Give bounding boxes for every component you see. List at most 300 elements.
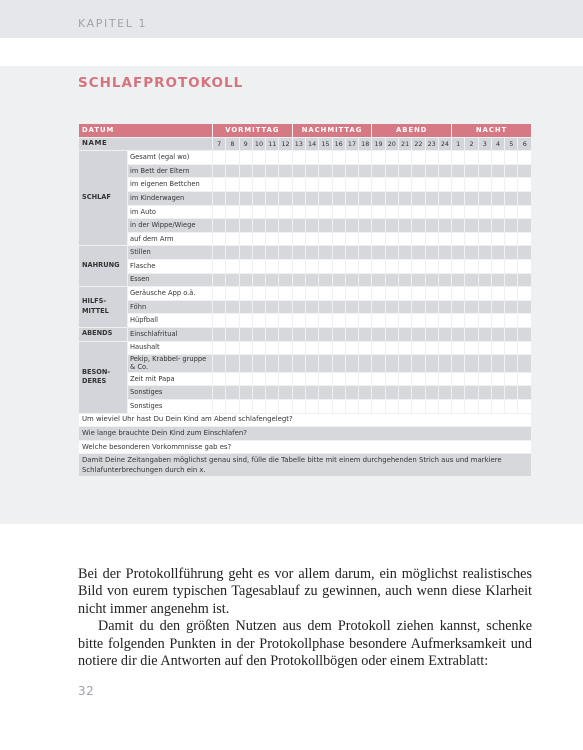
time-cell bbox=[465, 192, 477, 205]
time-cell bbox=[306, 165, 318, 178]
time-cell bbox=[439, 373, 451, 386]
time-cell bbox=[279, 165, 291, 178]
time-cell bbox=[359, 287, 371, 300]
time-cell bbox=[518, 400, 531, 413]
time-cell bbox=[279, 219, 291, 232]
table-row bbox=[79, 219, 531, 232]
time-cell bbox=[399, 151, 411, 164]
row-label: im Auto bbox=[128, 206, 212, 219]
time-cell bbox=[293, 165, 305, 178]
time-cell bbox=[439, 386, 451, 399]
time-cell bbox=[319, 206, 331, 219]
time-cell bbox=[213, 165, 225, 178]
hour-label: 19 bbox=[372, 138, 384, 151]
time-cell bbox=[439, 219, 451, 232]
time-cell bbox=[333, 301, 345, 314]
time-cell bbox=[213, 178, 225, 191]
time-cell bbox=[412, 328, 424, 341]
time-cell bbox=[293, 342, 305, 355]
time-cell bbox=[346, 233, 358, 246]
time-cell bbox=[226, 386, 238, 399]
page-number: 32 bbox=[78, 684, 95, 698]
time-cell bbox=[333, 260, 345, 273]
time-cell bbox=[240, 301, 252, 314]
time-cell bbox=[333, 355, 345, 372]
time-cell bbox=[426, 165, 438, 178]
time-cell bbox=[213, 342, 225, 355]
time-cell bbox=[386, 151, 398, 164]
time-cell bbox=[465, 400, 477, 413]
time-cell bbox=[279, 260, 291, 273]
time-cell bbox=[439, 178, 451, 191]
time-cell bbox=[426, 274, 438, 287]
time-cell bbox=[505, 246, 517, 259]
time-cell bbox=[386, 178, 398, 191]
time-cell bbox=[439, 165, 451, 178]
time-cell bbox=[359, 246, 371, 259]
time-cell bbox=[426, 373, 438, 386]
time-cell bbox=[346, 246, 358, 259]
time-cell bbox=[518, 355, 531, 372]
hour-label: 3 bbox=[479, 138, 491, 151]
time-cell bbox=[399, 301, 411, 314]
time-cell bbox=[266, 233, 278, 246]
time-cell bbox=[412, 260, 424, 273]
row-label: im Bett der Eltern bbox=[128, 165, 212, 178]
time-cell bbox=[372, 373, 384, 386]
time-cell bbox=[372, 386, 384, 399]
time-cell bbox=[359, 400, 371, 413]
time-cell bbox=[412, 206, 424, 219]
time-cell bbox=[319, 287, 331, 300]
time-cell bbox=[293, 151, 305, 164]
time-cell bbox=[213, 246, 225, 259]
time-cell bbox=[346, 151, 358, 164]
time-cell bbox=[386, 373, 398, 386]
hour-label: 9 bbox=[240, 138, 252, 151]
time-cell bbox=[266, 314, 278, 327]
time-cell bbox=[479, 274, 491, 287]
time-cell bbox=[266, 151, 278, 164]
time-cell bbox=[319, 246, 331, 259]
time-cell bbox=[346, 355, 358, 372]
time-cell bbox=[306, 192, 318, 205]
time-cell bbox=[333, 206, 345, 219]
time-cell bbox=[319, 260, 331, 273]
time-cell bbox=[293, 219, 305, 232]
time-cell bbox=[372, 260, 384, 273]
time-cell bbox=[492, 274, 504, 287]
time-cell bbox=[426, 246, 438, 259]
hour-label: 14 bbox=[306, 138, 318, 151]
time-cell bbox=[226, 373, 238, 386]
time-cell bbox=[346, 373, 358, 386]
time-cell bbox=[505, 206, 517, 219]
table-row bbox=[79, 192, 531, 205]
time-cell bbox=[479, 287, 491, 300]
time-cell bbox=[293, 328, 305, 341]
time-cell bbox=[226, 219, 238, 232]
time-cell bbox=[426, 386, 438, 399]
time-cell bbox=[253, 287, 265, 300]
time-cell bbox=[213, 373, 225, 386]
time-cell bbox=[412, 301, 424, 314]
time-cell bbox=[386, 400, 398, 413]
time-cell bbox=[439, 400, 451, 413]
time-cell bbox=[479, 386, 491, 399]
time-cell bbox=[452, 165, 464, 178]
date-header: DATUM bbox=[79, 124, 212, 137]
time-cell bbox=[253, 274, 265, 287]
time-cell bbox=[293, 274, 305, 287]
time-cell bbox=[465, 165, 477, 178]
time-cell bbox=[319, 219, 331, 232]
time-cell bbox=[386, 301, 398, 314]
hour-label: 18 bbox=[359, 138, 371, 151]
time-cell bbox=[518, 287, 531, 300]
time-cell bbox=[319, 192, 331, 205]
time-cell bbox=[372, 219, 384, 232]
time-cell bbox=[439, 260, 451, 273]
time-cell bbox=[399, 386, 411, 399]
table-row bbox=[79, 373, 531, 386]
time-cell bbox=[505, 151, 517, 164]
table-row bbox=[79, 165, 531, 178]
time-cell bbox=[359, 274, 371, 287]
time-cell bbox=[386, 233, 398, 246]
time-cell bbox=[319, 178, 331, 191]
hour-label: 21 bbox=[399, 138, 411, 151]
time-cell bbox=[479, 178, 491, 191]
time-cell bbox=[266, 400, 278, 413]
time-cell bbox=[372, 287, 384, 300]
time-cell bbox=[372, 165, 384, 178]
time-cell bbox=[465, 274, 477, 287]
row-label: in der Wippe/Wiege bbox=[128, 219, 212, 232]
time-cell bbox=[240, 165, 252, 178]
time-cell bbox=[319, 274, 331, 287]
category-label: ABENDS bbox=[79, 328, 127, 341]
time-cell bbox=[266, 165, 278, 178]
table-footer-row bbox=[79, 414, 531, 427]
time-cell bbox=[279, 192, 291, 205]
time-cell bbox=[306, 287, 318, 300]
time-cell bbox=[319, 342, 331, 355]
row-label: Haushalt bbox=[128, 342, 212, 355]
time-cell bbox=[372, 178, 384, 191]
body-paragraph: Damit du den größten Nutzen aus dem Protokoll ziehen kannst, schenke bitte folgenden Punkten in der Protokollphase besondere Aufmerksamkeit und notiere dir die Antworten auf den Protokollbögen oder einem Extrablatt: bbox=[78, 618, 532, 670]
table-row bbox=[79, 206, 531, 219]
time-cell bbox=[213, 219, 225, 232]
time-cell bbox=[452, 192, 464, 205]
time-cell bbox=[240, 287, 252, 300]
time-cell bbox=[333, 287, 345, 300]
time-cell bbox=[492, 178, 504, 191]
hour-label: 7 bbox=[213, 138, 225, 151]
time-cell bbox=[465, 260, 477, 273]
time-cell bbox=[412, 151, 424, 164]
time-cell bbox=[372, 274, 384, 287]
time-cell bbox=[253, 355, 265, 372]
time-cell bbox=[479, 301, 491, 314]
time-cell bbox=[279, 314, 291, 327]
hour-label: 5 bbox=[505, 138, 517, 151]
time-cell bbox=[412, 192, 424, 205]
table-row bbox=[79, 151, 531, 164]
time-cell bbox=[465, 233, 477, 246]
hour-label: 15 bbox=[319, 138, 331, 151]
time-cell bbox=[465, 373, 477, 386]
time-cell bbox=[465, 301, 477, 314]
time-cell bbox=[226, 178, 238, 191]
row-label: Stillen bbox=[128, 246, 212, 259]
time-cell bbox=[399, 355, 411, 372]
time-cell bbox=[412, 178, 424, 191]
footer-question: Damit Deine Zeitangaben möglichst genau sind, fülle die Tabelle bitte mit einem durchgehenden Strich aus und markiere Schlafunterbrechungen durch ein x. bbox=[79, 454, 531, 476]
time-cell bbox=[399, 314, 411, 327]
time-cell bbox=[240, 274, 252, 287]
time-cell bbox=[266, 355, 278, 372]
table-row bbox=[79, 301, 531, 314]
time-cell bbox=[465, 246, 477, 259]
time-cell bbox=[333, 233, 345, 246]
time-cell bbox=[399, 373, 411, 386]
time-cell bbox=[253, 192, 265, 205]
time-cell bbox=[426, 342, 438, 355]
time-cell bbox=[359, 178, 371, 191]
time-cell bbox=[333, 246, 345, 259]
period-header: ABEND bbox=[372, 124, 451, 137]
time-cell bbox=[465, 314, 477, 327]
time-cell bbox=[492, 328, 504, 341]
time-cell bbox=[372, 151, 384, 164]
time-cell bbox=[518, 219, 531, 232]
time-cell bbox=[386, 206, 398, 219]
time-cell bbox=[240, 151, 252, 164]
time-cell bbox=[412, 355, 424, 372]
time-cell bbox=[452, 373, 464, 386]
time-cell bbox=[346, 260, 358, 273]
time-cell bbox=[346, 206, 358, 219]
time-cell bbox=[399, 165, 411, 178]
time-cell bbox=[346, 274, 358, 287]
table-row bbox=[79, 328, 531, 341]
time-cell bbox=[213, 400, 225, 413]
time-cell bbox=[439, 192, 451, 205]
time-cell bbox=[333, 165, 345, 178]
hour-label: 17 bbox=[346, 138, 358, 151]
time-cell bbox=[465, 206, 477, 219]
time-cell bbox=[346, 192, 358, 205]
time-cell bbox=[226, 233, 238, 246]
time-cell bbox=[492, 301, 504, 314]
time-cell bbox=[505, 274, 517, 287]
time-cell bbox=[426, 400, 438, 413]
time-cell bbox=[492, 355, 504, 372]
time-cell bbox=[492, 206, 504, 219]
time-cell bbox=[452, 274, 464, 287]
time-cell bbox=[359, 192, 371, 205]
time-cell bbox=[346, 178, 358, 191]
time-cell bbox=[386, 342, 398, 355]
time-cell bbox=[293, 287, 305, 300]
time-cell bbox=[226, 301, 238, 314]
hour-label: 24 bbox=[439, 138, 451, 151]
row-label: Gesamt (egal wo) bbox=[128, 151, 212, 164]
hour-label: 6 bbox=[518, 138, 531, 151]
time-cell bbox=[518, 206, 531, 219]
time-cell bbox=[359, 386, 371, 399]
time-cell bbox=[240, 233, 252, 246]
time-cell bbox=[399, 206, 411, 219]
time-cell bbox=[346, 400, 358, 413]
time-cell bbox=[359, 314, 371, 327]
time-cell bbox=[253, 178, 265, 191]
row-label: im Kinderwagen bbox=[128, 192, 212, 205]
time-cell bbox=[505, 400, 517, 413]
time-cell bbox=[346, 386, 358, 399]
time-cell bbox=[518, 301, 531, 314]
time-cell bbox=[346, 314, 358, 327]
time-cell bbox=[439, 274, 451, 287]
time-cell bbox=[306, 219, 318, 232]
time-cell bbox=[505, 355, 517, 372]
time-cell bbox=[412, 373, 424, 386]
time-cell bbox=[333, 274, 345, 287]
time-cell bbox=[213, 328, 225, 341]
body-paragraph: Bei der Protokollführung geht es vor allem darum, ein möglichst realistisches Bild von eurem typischen Tagesablauf zu gewinnen, auch wenn diese Klarheit nicht immer angenehm ist. bbox=[78, 566, 532, 617]
hour-label: 11 bbox=[266, 138, 278, 151]
row-label: Pekip, Krabbel- gruppe & Co. bbox=[128, 355, 212, 372]
time-cell bbox=[439, 287, 451, 300]
time-cell bbox=[492, 314, 504, 327]
time-cell bbox=[346, 328, 358, 341]
time-cell bbox=[479, 233, 491, 246]
time-cell bbox=[293, 233, 305, 246]
table-footer-row bbox=[79, 427, 531, 440]
time-cell bbox=[465, 328, 477, 341]
table-row bbox=[79, 233, 531, 246]
time-cell bbox=[492, 373, 504, 386]
time-cell bbox=[518, 178, 531, 191]
time-cell bbox=[240, 328, 252, 341]
time-cell bbox=[226, 260, 238, 273]
time-cell bbox=[333, 373, 345, 386]
time-cell bbox=[505, 314, 517, 327]
table-footer-row bbox=[79, 441, 531, 454]
time-cell bbox=[505, 301, 517, 314]
time-cell bbox=[399, 328, 411, 341]
time-cell bbox=[253, 342, 265, 355]
time-cell bbox=[346, 165, 358, 178]
time-cell bbox=[306, 373, 318, 386]
time-cell bbox=[452, 233, 464, 246]
table-row bbox=[79, 274, 531, 287]
time-cell bbox=[306, 386, 318, 399]
time-cell bbox=[226, 192, 238, 205]
time-cell bbox=[505, 233, 517, 246]
time-cell bbox=[412, 400, 424, 413]
time-cell bbox=[479, 328, 491, 341]
time-cell bbox=[439, 314, 451, 327]
time-cell bbox=[213, 355, 225, 372]
time-cell bbox=[492, 400, 504, 413]
time-cell bbox=[333, 386, 345, 399]
time-cell bbox=[253, 314, 265, 327]
time-cell bbox=[359, 165, 371, 178]
time-cell bbox=[240, 178, 252, 191]
hour-label: 22 bbox=[412, 138, 424, 151]
time-cell bbox=[333, 314, 345, 327]
time-cell bbox=[518, 246, 531, 259]
time-cell bbox=[452, 301, 464, 314]
time-cell bbox=[505, 219, 517, 232]
row-label: Flasche bbox=[128, 260, 212, 273]
footer-question: Um wieviel Uhr hast Du Dein Kind am Abend schlafengelegt? bbox=[79, 414, 531, 427]
time-cell bbox=[319, 151, 331, 164]
time-cell bbox=[412, 342, 424, 355]
time-cell bbox=[266, 260, 278, 273]
time-cell bbox=[333, 192, 345, 205]
time-cell bbox=[426, 206, 438, 219]
time-cell bbox=[492, 165, 504, 178]
time-cell bbox=[279, 301, 291, 314]
time-cell bbox=[240, 386, 252, 399]
time-cell bbox=[492, 219, 504, 232]
time-cell bbox=[306, 314, 318, 327]
time-cell bbox=[279, 178, 291, 191]
time-cell bbox=[253, 165, 265, 178]
time-cell bbox=[412, 165, 424, 178]
time-cell bbox=[253, 400, 265, 413]
time-cell bbox=[333, 219, 345, 232]
time-cell bbox=[226, 328, 238, 341]
time-cell bbox=[372, 400, 384, 413]
time-cell bbox=[439, 233, 451, 246]
hour-label: 23 bbox=[426, 138, 438, 151]
time-cell bbox=[492, 192, 504, 205]
time-cell bbox=[319, 301, 331, 314]
time-cell bbox=[253, 233, 265, 246]
time-cell bbox=[386, 260, 398, 273]
period-header: VORMITTAG bbox=[213, 124, 292, 137]
time-cell bbox=[306, 151, 318, 164]
table-row bbox=[79, 178, 531, 191]
time-cell bbox=[359, 206, 371, 219]
time-cell bbox=[266, 178, 278, 191]
time-cell bbox=[399, 178, 411, 191]
time-cell bbox=[452, 246, 464, 259]
time-cell bbox=[293, 246, 305, 259]
time-cell bbox=[266, 373, 278, 386]
time-cell bbox=[518, 260, 531, 273]
time-cell bbox=[279, 373, 291, 386]
time-cell bbox=[505, 373, 517, 386]
time-cell bbox=[372, 314, 384, 327]
table-row bbox=[79, 342, 531, 355]
row-label: auf dem Arm bbox=[128, 233, 212, 246]
time-cell bbox=[240, 219, 252, 232]
hour-label: 13 bbox=[293, 138, 305, 151]
time-cell bbox=[399, 219, 411, 232]
category-label: NAHRUNG bbox=[79, 246, 127, 286]
category-label: BESON- DERES bbox=[79, 342, 127, 413]
time-cell bbox=[372, 328, 384, 341]
period-header: NACHT bbox=[452, 124, 531, 137]
time-cell bbox=[452, 328, 464, 341]
time-cell bbox=[306, 342, 318, 355]
time-cell bbox=[465, 287, 477, 300]
